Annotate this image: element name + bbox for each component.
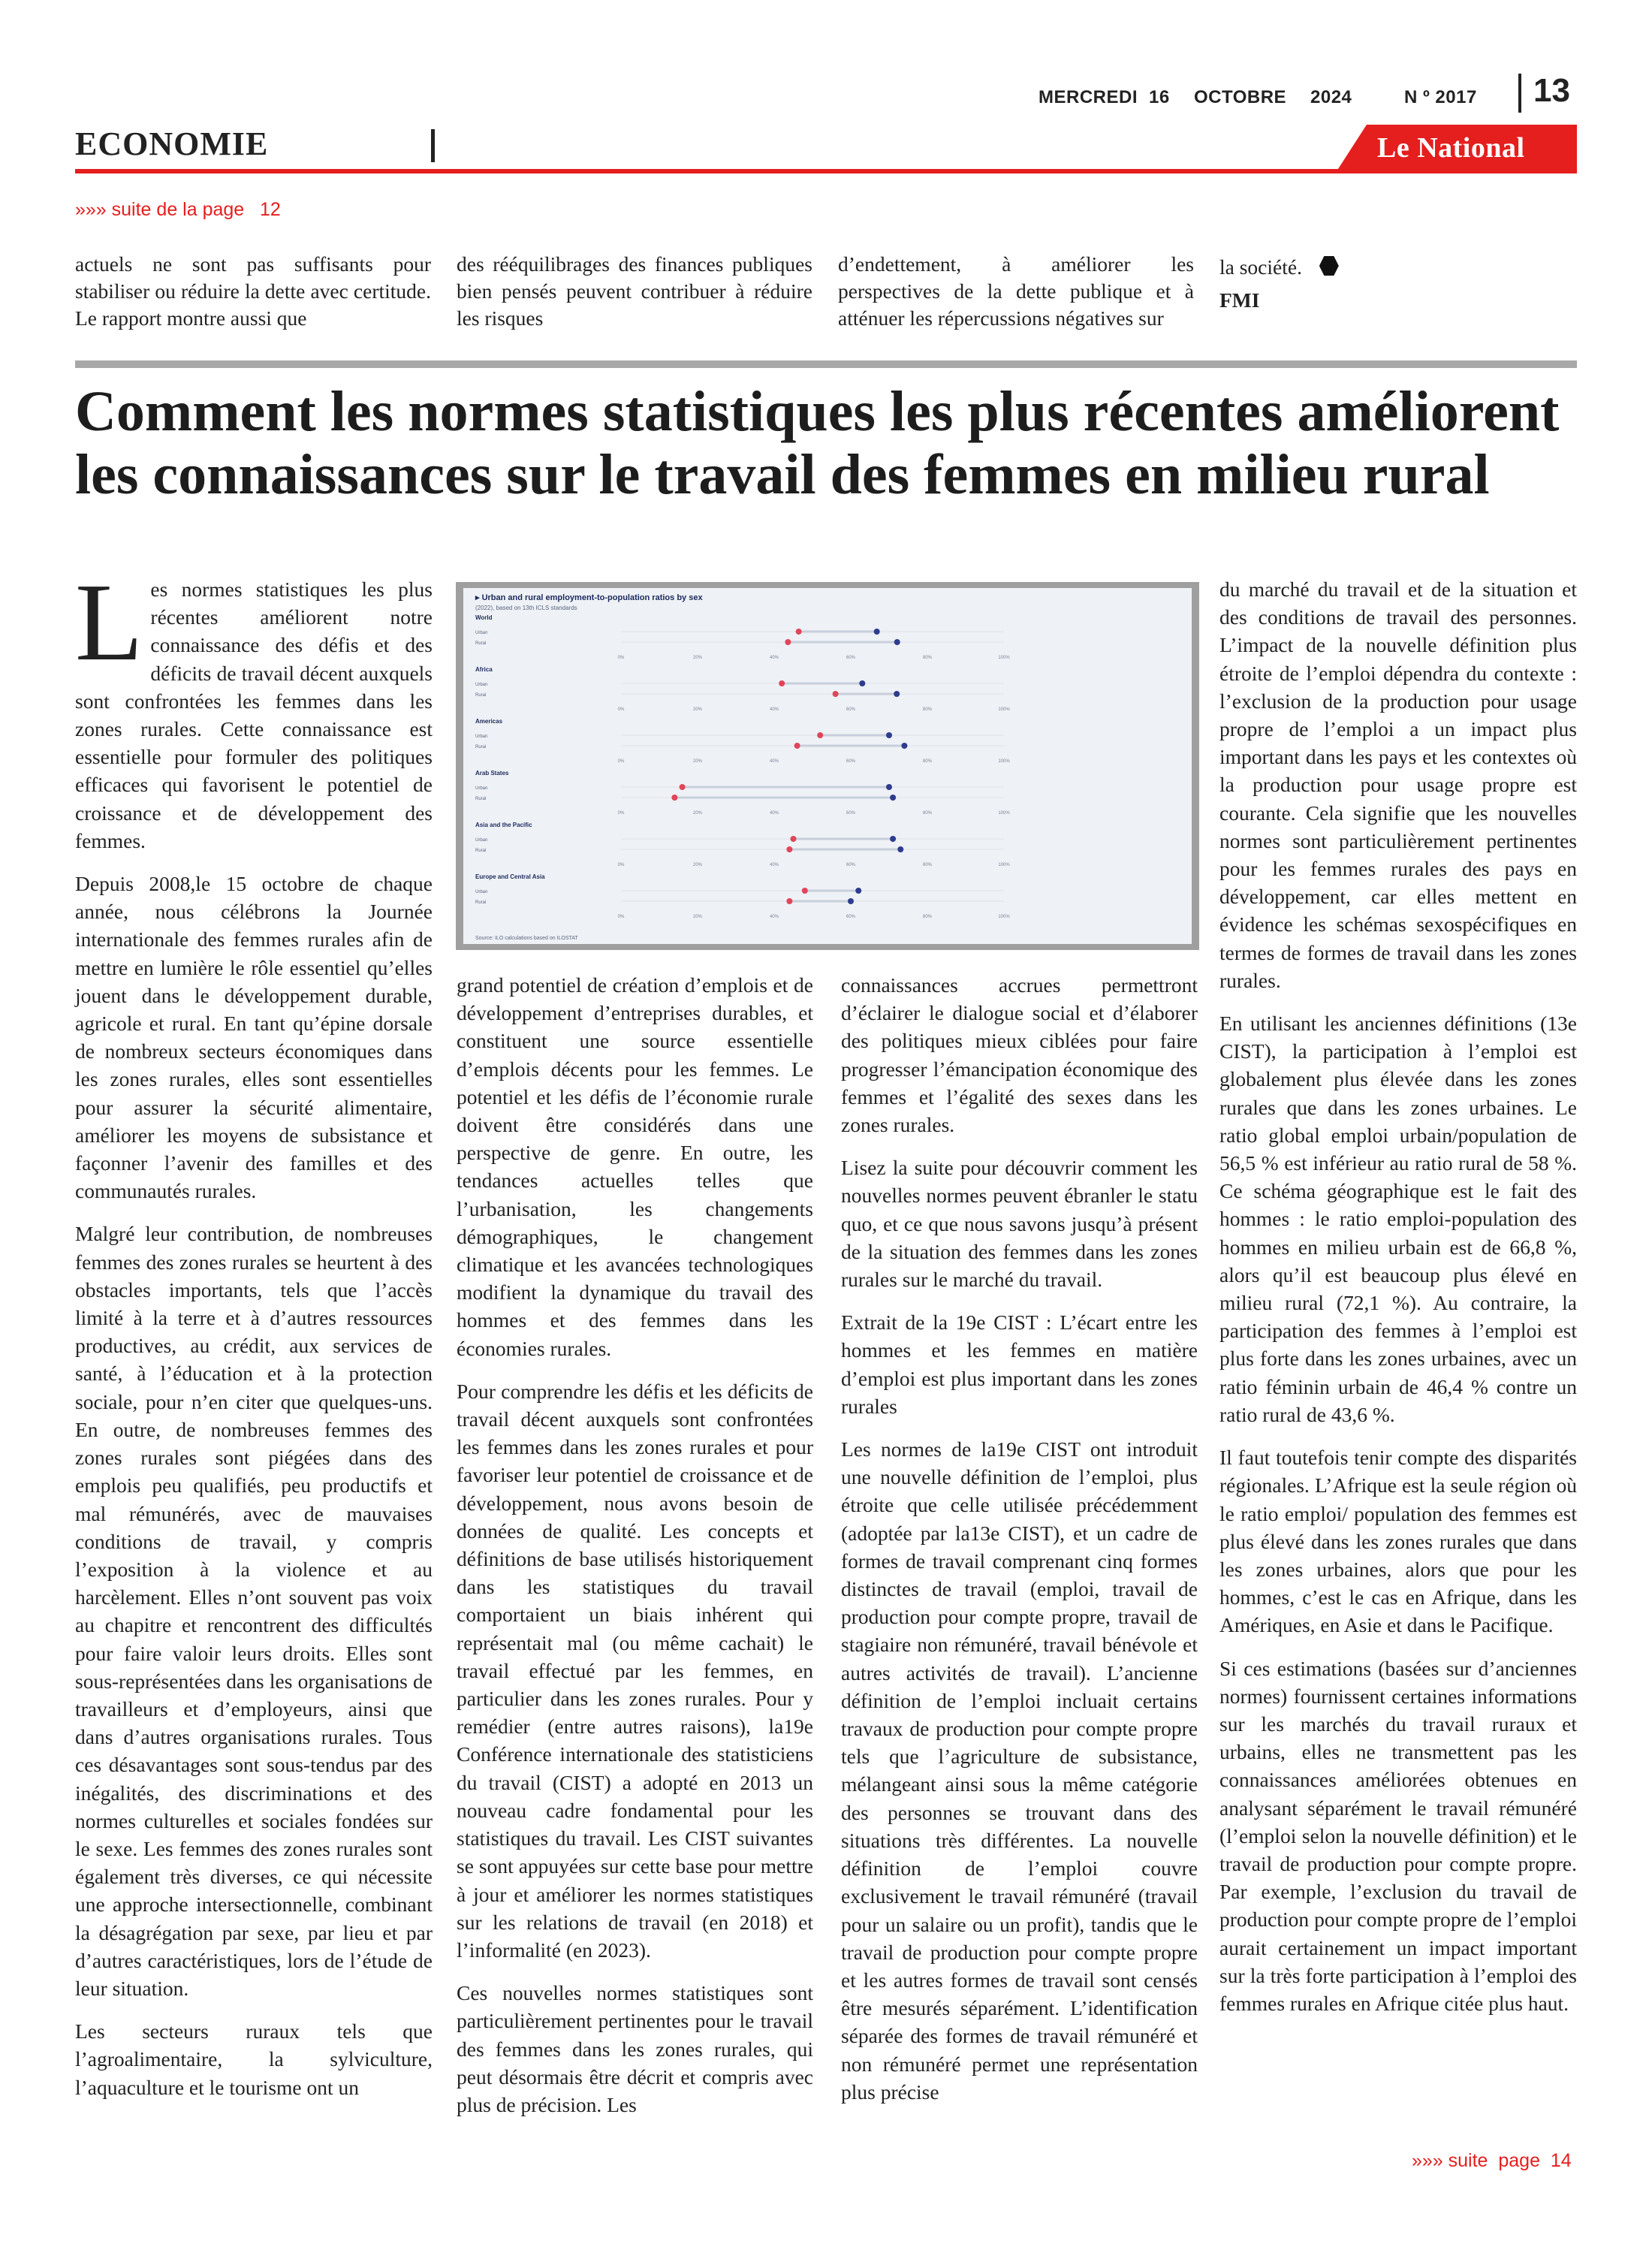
paragraph: Les normes de la19e CIST ont introduit une nouvelle définition de l’emploi, plus étroite que celle utilisée précédemment (adoptée par la13e CIST), et un cadre de formes de travail comprenant cinq formes distinctes de travail (emploi, travail de production pour compte propre, travail de stagiaire non rémunéré, travail bénévole et autres activités de travail). L’ancienne définition de l’emploi incluait certains travaux de production pour compte propre tels que l’agriculture de subsistance, mélangeant ainsi sous la même catégorie des personnes se trouvant dans des situations très différentes. La nouvelle définition de l’emploi couvre exclusivement le travail rémunéré (travail pour un salaire ou un profit), tandis que le travail de production pour compte propre et les autres formes de travail sont censés être mesurés séparément. L’identification séparée des formes de travail rémunéré et non rémunéré permet une représentation plus précise bbox=[841, 1437, 1198, 2104]
article-title: Comment les normes statistiques les plus récentes améliorent les connaissances sur le travail des femmes en milieu rural bbox=[75, 380, 1560, 506]
paragraph: En utilisant les anciennes définitions (13e CIST), la participation à l’emploi est globalement plus élevée dans les zones rurales que dans les zones urbaines. Le ratio global emploi urbain/population de 56,5 % est inférieur au ratio rural de 58 %. Ce schéma géographique est le fait des hommes : le ratio emploi-population des hommes en milieu urbain est de 66,8 %, alors qu’il est beaucoup plus élevé en milieu rural (72,1 %). Au contraire, la participation des femmes à l’emploi est plus forte dans les zones urbaines, avec un ratio féminin urbain de 46,4 % contre un ratio rural de 43,6 %. bbox=[1219, 1012, 1577, 1426]
continued-from[interactable]: »»» suite de la page 12 bbox=[75, 199, 281, 220]
prev-article-col3: d’endettement, à améliorer les perspectives de la dette publique et à atténuer les répercussions négatives sur bbox=[838, 252, 1194, 330]
tick-label: 80% bbox=[922, 707, 933, 712]
group-label: Arab States bbox=[475, 770, 509, 777]
paragraph: Malgré leur contribution, de nombreuses femmes des zones rurales se heurtent à des obstacles importants, tels que l’accès limité à la terre et à d’autres ressources productives, au crédit, aux services de santé, à l’éducation et à la protection sociale, pour n’en citer que quelques-uns. En outre, de nombreuses femmes des zones rurales sont piégées dans des emplois peu qualifiés, peu productifs et mal rémunérés, avec de mauvaises conditions de travail, y compris l’exposition à la violence et au harcèlement. Elles n’ont souvent pas voix au chapitre et rencontrent des difficultés pour faire valoir leurs droits. Elles sont sous-représentées dans les organisations de travailleurs et d’employeurs, ainsi que dans d’autres organisations rurales. Tous ces désavantages sont sous-tendus par des inégalités, des discriminations et des normes culturelles et sociales fondées sur le sexe. Les femmes des zones rurales sont également très diverses, ce qui nécessite une approche intersectionnelle, combinant la désagrégation par sexe, par lieu et par d’autres caractéristiques, lors de l’étude de leur situation. bbox=[75, 1222, 433, 2000]
prev-article-col2: des rééquilibrages des finances publiques bien pensés peuvent contribuer à réduire les risques bbox=[457, 252, 812, 330]
group-label: Europe and Central Asia bbox=[475, 873, 545, 880]
tick-label: 80% bbox=[922, 915, 933, 919]
tick-label: 0% bbox=[617, 759, 625, 764]
paragraph: Si ces estimations (basées sur d’anciennes normes) fournissent certaines informations sur les marchés du travail ruraux et urbains, elles ne transmettent pas les connaissances améliorées obtenues en analysant séparément le travail rémunéré (l’emploi selon la nouvelle définition) et le travail de production pour compte propre. Par exemple, l’exclusion du travail de production pour compte propre de l’emploi aurait certainement un impact important sur la très forte participation à l’emploi des femmes rurales en Afrique citée plus haut. bbox=[1219, 1656, 1577, 2015]
paragraph: Les secteurs ruraux tels que l’agroalimentaire, la sylviculture, l’aquaculture et le tourisme ont un bbox=[75, 2019, 433, 2099]
tick-label: 40% bbox=[769, 811, 779, 816]
tick-label: 100% bbox=[998, 759, 1010, 764]
men-dot bbox=[894, 691, 900, 697]
tick-label: 100% bbox=[998, 707, 1010, 712]
tick-label: 0% bbox=[617, 656, 625, 660]
figure-frame bbox=[456, 582, 1199, 950]
tick-label: 80% bbox=[922, 811, 933, 816]
section-title: ECONOMIE bbox=[75, 125, 269, 162]
tick-label: 40% bbox=[769, 863, 779, 867]
women-dot bbox=[817, 732, 823, 738]
row-label: Rural bbox=[475, 900, 487, 905]
group-label: Asia and the Pacific bbox=[475, 822, 532, 828]
men-dot bbox=[890, 836, 896, 842]
row-label: Urban bbox=[475, 683, 488, 687]
paragraph: Les normes statistiques les plus récentes améliorent notre connaissance des défis et des déficits de travail décent auxquels sont confrontées les femmes dans les zones rurales. Cette connaissance est essentielle pour formuler des politiques efficaces qui favorisent le potentiel de croissance et de développement des femmes. bbox=[75, 561, 433, 852]
prev-article-col1: actuels ne sont pas suffisants pour stabiliser ou réduire la dette avec certitude. Le rapport montre aussi que bbox=[75, 252, 431, 330]
women-dot bbox=[680, 784, 686, 790]
women-dot bbox=[785, 639, 791, 645]
header-day: MERCREDI bbox=[1039, 87, 1138, 107]
tick-label: 20% bbox=[692, 656, 703, 660]
brand-name: Le National bbox=[1377, 132, 1525, 164]
tick-label: 60% bbox=[846, 759, 856, 764]
row-label: Urban bbox=[475, 838, 488, 843]
header-issue: N º 2017 bbox=[1404, 87, 1477, 107]
figure-chart bbox=[463, 588, 1192, 944]
tick-label: 100% bbox=[998, 915, 1010, 919]
row-label: Rural bbox=[475, 693, 487, 698]
chart-title: ▸ Urban and rural employment-to-population ratios by sex bbox=[475, 593, 703, 602]
row-label: Urban bbox=[475, 734, 488, 739]
section-marker bbox=[431, 129, 435, 162]
women-dot bbox=[786, 898, 792, 904]
tick-label: 0% bbox=[617, 915, 625, 919]
article-column-2 bbox=[457, 971, 813, 2119]
tick-label: 100% bbox=[998, 863, 1010, 867]
prev-article-end-text: la société. bbox=[1219, 255, 1302, 279]
tick-label: 60% bbox=[846, 811, 856, 816]
women-dot bbox=[791, 836, 797, 842]
row-label: Rural bbox=[475, 849, 487, 853]
chart-subtitle: (2022), based on 13th ICLS standards bbox=[475, 605, 577, 611]
prev-article-col4 bbox=[1219, 254, 1577, 314]
men-dot bbox=[855, 888, 861, 894]
tick-label: 40% bbox=[769, 915, 779, 919]
paragraph: Pour comprendre les défis et les déficits de travail décent auxquels sont confrontées les femmes dans les zones rurales et pour favoriser leur potentiel de croissance et de développement, nous avons besoin de données de qualité. Les concepts et définitions de base utilisés historiquement dans les statistiques du travail comportaient un biais inhérent qui représentait mal (ou même cachait) le travail effectué par les femmes, en particulier dans les zones rurales. Pour y remédier (entre autres raisons), la19e Conférence internationale des statisticiens du travail (CIST) a adopté en 2013 un nouveau cadre fondamental pour les statistiques du travail. Les CIST suivantes se sont appuyées sur cette base pour mettre à jour et améliorer les normes statistiques sur les relations de travail (en 2018) et l’informalité (en 2023). bbox=[457, 1379, 813, 1962]
row-label: Rural bbox=[475, 745, 487, 749]
tick-label: 20% bbox=[692, 915, 703, 919]
men-dot bbox=[848, 898, 854, 904]
group-label: World bbox=[475, 615, 493, 621]
paragraph: Il faut toutefois tenir compte des disparités régionales. L’Afrique est la seule région où le ratio emploi/ population des femmes est plus élevé dans les zones rurales que dans les zones urbaines, alors que pour les hommes, c’est le cas en Afrique, dans les Amériques, en Asie et dans le Pacifique. bbox=[1219, 1446, 1577, 1637]
article-column-4 bbox=[1219, 575, 1577, 2017]
tick-label: 20% bbox=[692, 811, 703, 816]
header-divider bbox=[1518, 74, 1521, 113]
tick-label: 0% bbox=[617, 811, 625, 816]
tick-label: 100% bbox=[998, 811, 1010, 816]
group-label: Africa bbox=[475, 666, 493, 673]
men-dot bbox=[897, 846, 903, 852]
tick-label: 80% bbox=[922, 863, 933, 867]
women-dot bbox=[671, 795, 677, 801]
women-dot bbox=[786, 846, 792, 852]
tick-label: 20% bbox=[692, 863, 703, 867]
continued-to[interactable]: »»» suite page 14 bbox=[1412, 2150, 1572, 2171]
women-dot bbox=[779, 680, 785, 686]
paragraph: grand potentiel de création d’emplois et de développement d’entreprises durables, et constituent une source essentielle d’emplois décents pour les femmes. Le potentiel et les défis de l’économie rurale doivent être considérés dans une perspective de genre. En outre, les tendances actuelles telles que l’urbanisation, les changements démographiques, le changement climatique et les avancées technologiques modifient la dynamique du travail des hommes et des femmes dans les économies rurales. bbox=[457, 973, 813, 1360]
tick-label: 80% bbox=[922, 759, 933, 764]
article-separator bbox=[75, 360, 1577, 368]
header-month: OCTOBRE bbox=[1194, 87, 1287, 107]
tick-label: 0% bbox=[617, 707, 625, 712]
women-dot bbox=[796, 629, 802, 635]
men-dot bbox=[890, 795, 896, 801]
subheading-paragraph: Extrait de la 19e CIST : L’écart entre les hommes et les femmes en matière d’emploi est plus important dans les zones rurales bbox=[841, 1310, 1198, 1418]
women-dot bbox=[802, 888, 808, 894]
chart-source: Source: ILO calculations based on ILOSTAT bbox=[475, 936, 578, 941]
tick-label: 80% bbox=[922, 656, 933, 660]
tick-label: 0% bbox=[617, 863, 625, 867]
men-dot bbox=[859, 680, 865, 686]
dot-plot-chart bbox=[463, 615, 1192, 932]
row-label: Urban bbox=[475, 890, 488, 894]
men-dot bbox=[894, 639, 900, 645]
men-dot bbox=[886, 732, 892, 738]
paragraph: Depuis 2008,le 15 octobre de chaque année, nous célébrons la Journée internationale des femmes rurales afin de mettre en lumière le rôle essentiel qu’elles jouent dans le développement durable, agricole et rural. En tant qu’épine dorsale de nombreux secteurs économiques dans les zones rurales, elles sont essentielles pour assurer la sécurité alimentaire, améliorer les moyens de subsistance et façonner l’avenir des familles et des communautés rurales. bbox=[75, 872, 433, 1203]
header-year: 2024 bbox=[1310, 87, 1352, 107]
tick-label: 40% bbox=[769, 656, 779, 660]
paragraph: du marché du travail et de la situation et des conditions de travail des personnes. L’impact de la nouvelle définition plus étroite de l’emploi dépendra du contexte : l’exclusion de la production pour usage propre de l’emploi a un impact plus important dans les pays et les contextes où la production pour usage propre est courante. Cela signifie que les nouvelles normes sont particulièrement pertinentes pour les femmes rurales des pays en développement, car elles mettent en évidence les schémas sexospécifiques en termes de formes de travail dans les zones rurales. bbox=[1219, 578, 1577, 992]
men-dot bbox=[874, 629, 880, 635]
women-dot bbox=[833, 691, 839, 697]
group-label: Americas bbox=[475, 718, 503, 725]
tick-label: 40% bbox=[769, 707, 779, 712]
paragraph: Lisez la suite pour découvrir comment les nouvelles normes peuvent ébranler le statu quo, et ce que nous savons jusqu’à présent de la situation des femmes dans les zones rurales sur le marché du travail. bbox=[841, 1156, 1198, 1292]
tick-label: 20% bbox=[692, 759, 703, 764]
tick-label: 60% bbox=[846, 656, 856, 660]
row-label: Rural bbox=[475, 797, 487, 801]
prev-article-signature: FMI bbox=[1219, 288, 1260, 312]
row-label: Rural bbox=[475, 641, 487, 646]
tick-label: 20% bbox=[692, 707, 703, 712]
article-column-1 bbox=[75, 561, 433, 2101]
men-dot bbox=[901, 743, 907, 749]
row-label: Urban bbox=[475, 786, 488, 791]
tick-label: 40% bbox=[769, 759, 779, 764]
tick-label: 100% bbox=[998, 656, 1010, 660]
tick-label: 60% bbox=[846, 863, 856, 867]
tick-label: 60% bbox=[846, 707, 856, 712]
page-number: 13 bbox=[1533, 72, 1570, 109]
row-label: Urban bbox=[475, 631, 488, 635]
women-dot bbox=[794, 743, 800, 749]
header-date: 16 bbox=[1149, 87, 1170, 107]
end-mark-icon bbox=[1319, 256, 1339, 276]
paragraph: connaissances accrues permettront d’éclairer le dialogue social et d’élaborer des politiques mieux ciblées pour faire progresser l’émancipation économique des femmes et l’égalité des sexes dans les zones rurales. bbox=[841, 973, 1198, 1137]
tick-label: 60% bbox=[846, 915, 856, 919]
paragraph: Ces nouvelles normes statistiques sont particulièrement pertinentes pour le travail des femmes dans les zones rurales, qui peut désormais être décrit et compris avec plus de précision. Les bbox=[457, 1981, 813, 2116]
dropcap: L bbox=[75, 561, 143, 684]
men-dot bbox=[886, 784, 892, 790]
article-column-3 bbox=[841, 971, 1198, 2106]
